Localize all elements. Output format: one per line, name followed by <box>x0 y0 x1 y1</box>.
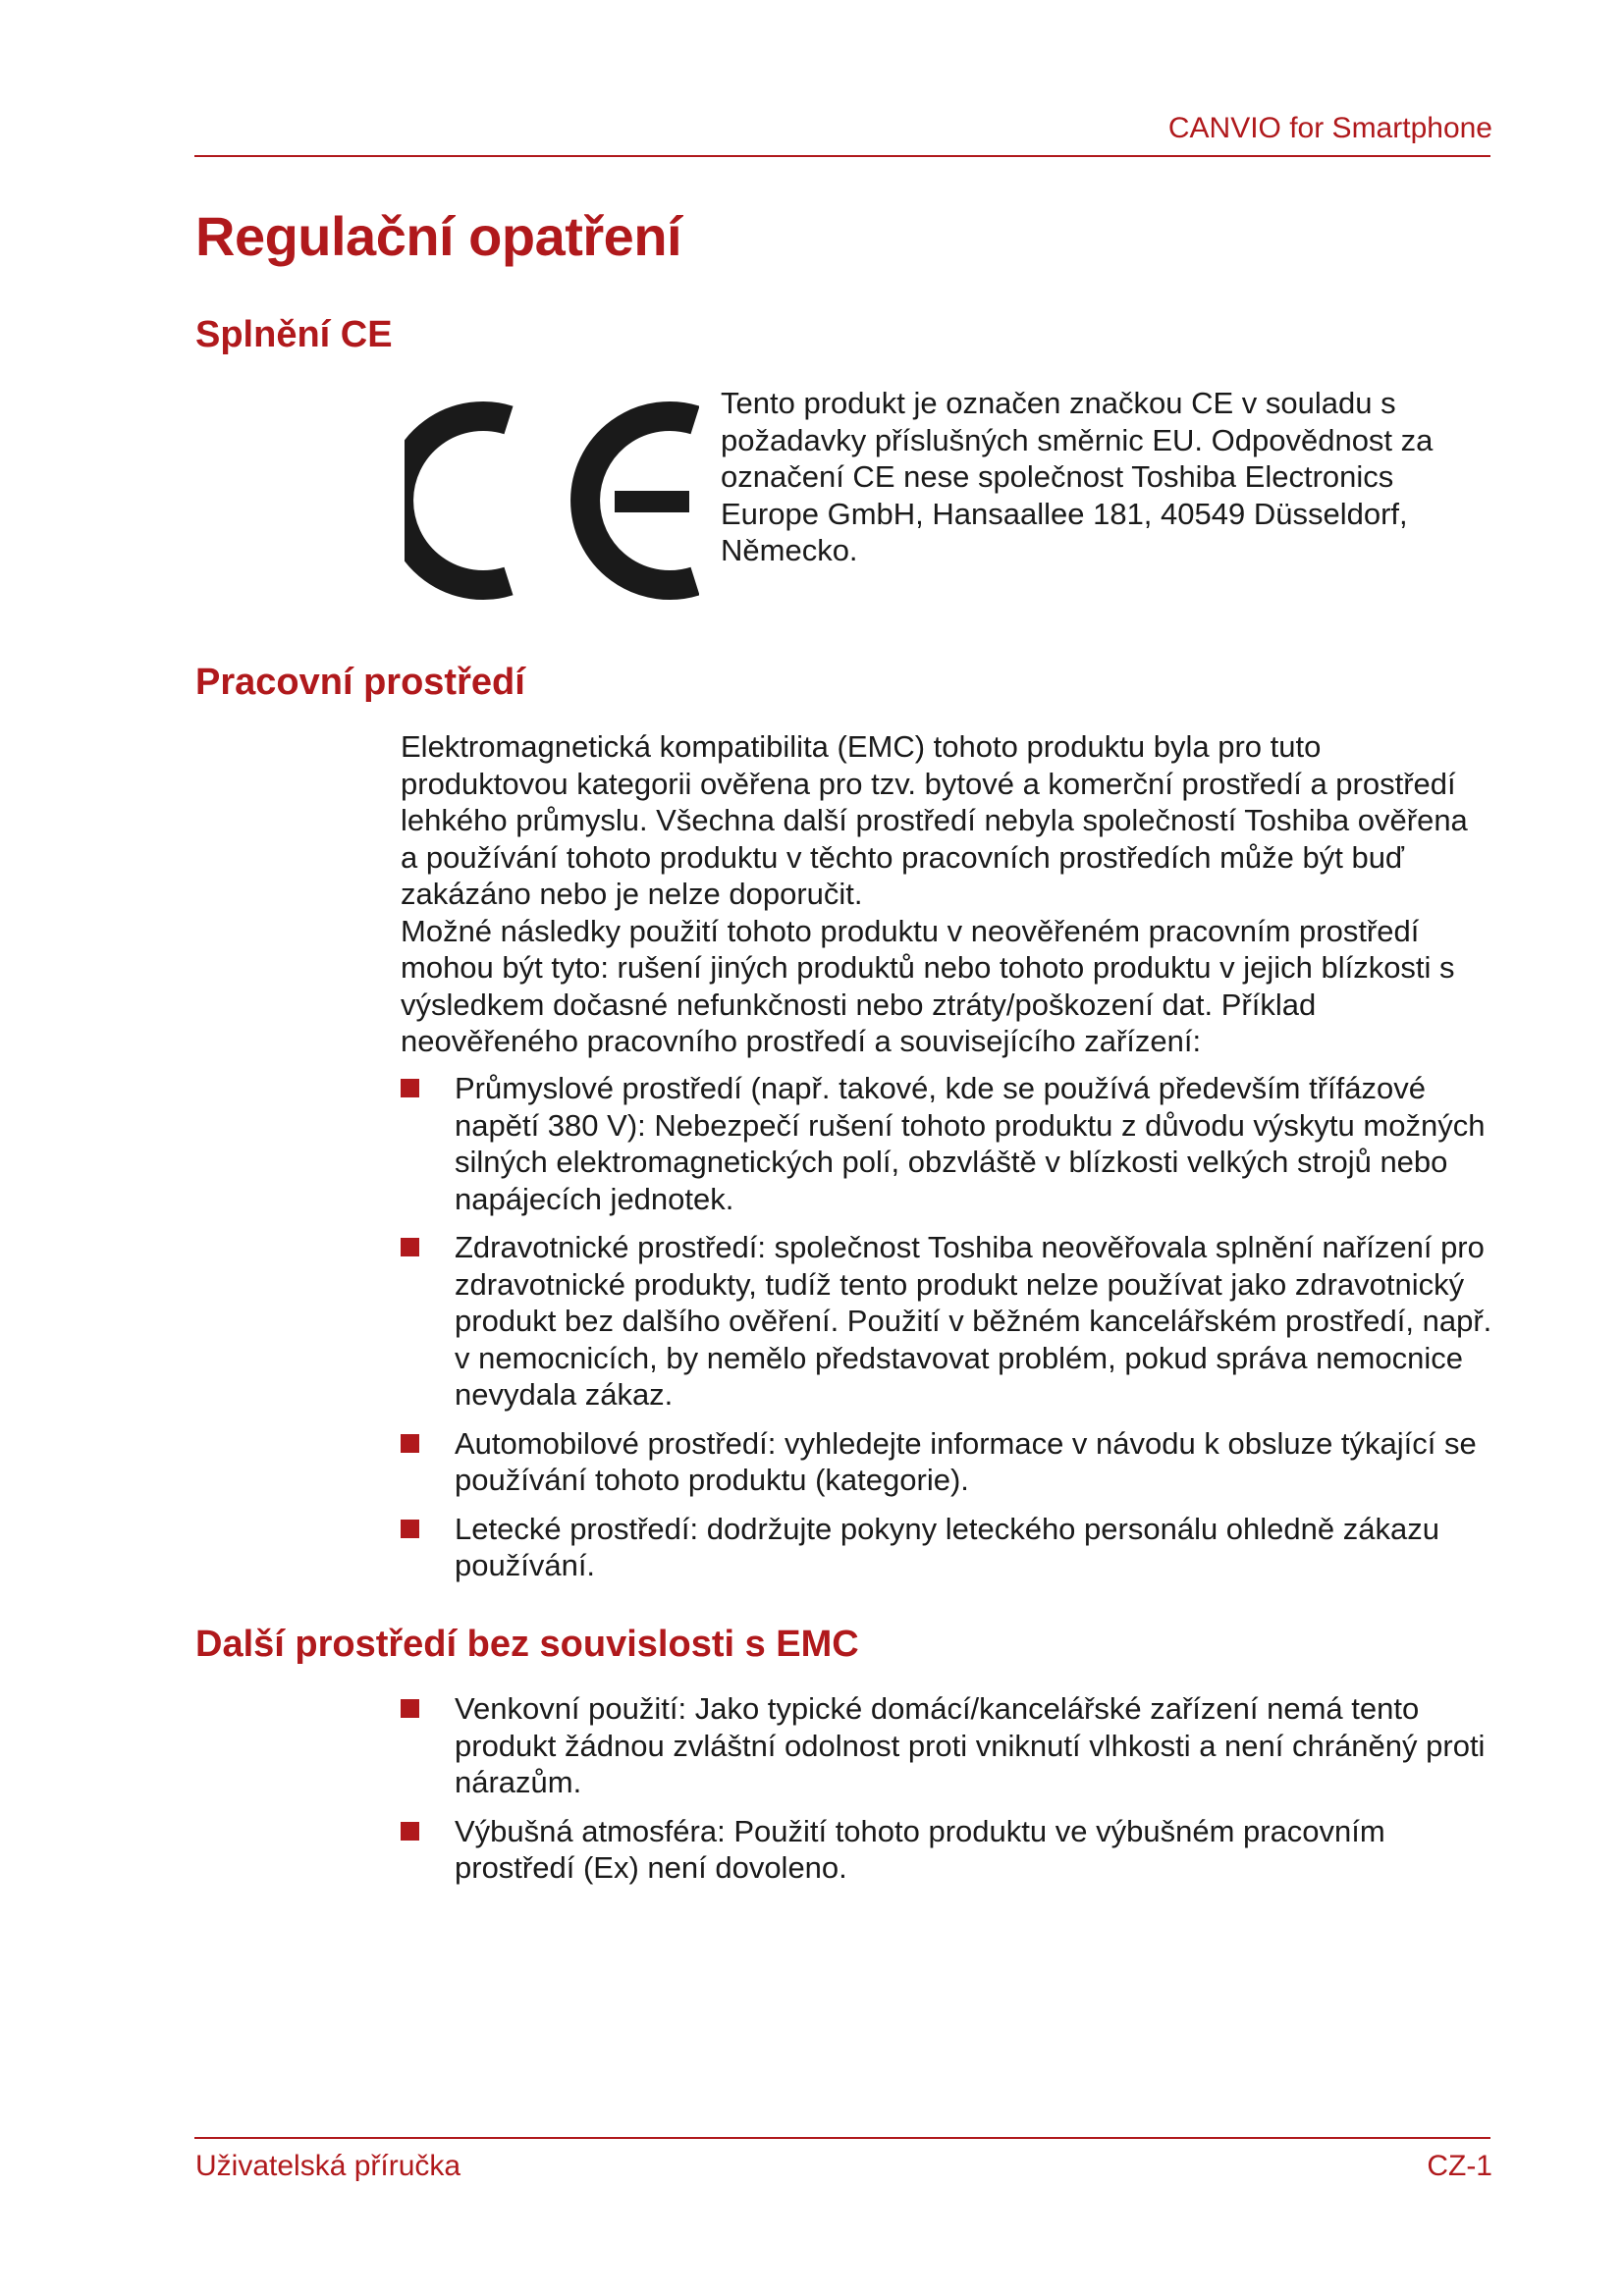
bullet-square-icon <box>401 1699 419 1718</box>
bullet-square-icon <box>401 1434 419 1453</box>
work-paragraph: Elektromagnetická kompatibilita (EMC) tohoto produktu byla pro tuto produktovou kategorii ověřena pro tzv. bytové a komerční prostředí a prostředí lehkého průmyslu. Všechna další prostředí nebyla společností Toshiba ověřena a používání tohoto produktu v těchto pracovních prostředích může být buď zakázáno nebo je nelze doporučit. <box>401 729 1468 911</box>
non-emc-environment-list <box>401 1690 1492 1898</box>
bullet-square-icon <box>401 1238 419 1256</box>
page-title: Regulační opatření <box>195 205 682 267</box>
section-heading-work-environment: Pracovní prostředí <box>195 662 525 703</box>
list-item <box>401 1425 1492 1499</box>
list-item-text: Automobilové prostředí: vyhledejte informace v návodu k obsluze týkající se používání tohoto produktu (kategorie). <box>455 1425 1477 1497</box>
bullet-square-icon <box>401 1520 419 1538</box>
bullet-square-icon <box>401 1079 419 1097</box>
list-item <box>401 1511 1492 1584</box>
header-product-name: CANVIO for Smartphone <box>1167 112 1492 144</box>
list-item <box>401 1229 1492 1414</box>
ce-mark-logo <box>405 393 699 609</box>
footer-divider <box>194 2137 1490 2139</box>
list-item <box>401 1690 1492 1801</box>
section-heading-ce: Splnění CE <box>195 314 393 355</box>
bullet-square-icon <box>401 1822 419 1841</box>
work-paragraph: Možné následky použití tohoto produktu v neověřeném pracovním prostředí mohou být tyto: rušení jiných produktů nebo tohoto produktu v jejich blízkosti s výsledkem dočasné nefunkčnosti nebo ztráty/poškození dat. Příklad neověřeného pracovního prostředí a souvisejícího zařízení: <box>401 913 1455 1058</box>
list-item-text: Zdravotnické prostředí: společnost Toshiba neověřovala splnění nařízení pro zdravotnické produkty, tudíž tento produkt nelze používat jako zdravotnický produkt bez dalšího ověření. Použití v běžném kancelářském prostředí, např. v nemocnicích, by nemělo představovat problém, pokud správa nemocnice nevydala zákaz. <box>455 1230 1492 1412</box>
section-heading-non-emc: Další prostředí bez souvislosti s EMC <box>195 1624 859 1665</box>
ce-compliance-text: Tento produkt je označen značkou CE v souladu s požadavky příslušných směrnic EU. Odpovědnost za označení CE nese společnost Toshiba Electronics Europe GmbH, Hansaallee 181, 40549 Düsseldorf, Německo. <box>721 386 1434 567</box>
work-environment-text <box>401 728 1490 1060</box>
list-item <box>401 1070 1492 1217</box>
list-item <box>401 1813 1492 1887</box>
footer-manual-title: Uživatelská příručka <box>195 2150 461 2182</box>
list-item-text: Venkovní použití: Jako typické domácí/kancelářské zařízení nemá tento produkt žádnou zvláštní odolnost proti vniknutí vlhkosti a není chráněný proti nárazům. <box>455 1691 1486 1799</box>
work-environment-list <box>401 1070 1492 1596</box>
list-item-text: Letecké prostředí: dodržujte pokyny leteckého personálu ohledně zákazu používání. <box>455 1511 1439 1582</box>
footer-page-number: CZ-1 <box>1427 2150 1492 2182</box>
list-item-text: Průmyslové prostředí (např. takové, kde se používá především třífázové napětí 380 V): Nebezpečí rušení tohoto produktu z důvodu výskytu možných silných elektromagnetických polí, obzvláště v blízkosti velkých strojů nebo napájecích jednotek. <box>455 1071 1486 1216</box>
header-divider <box>194 155 1490 157</box>
list-item-text: Výbušná atmosféra: Použití tohoto produktu ve výbušném pracovním prostředí (Ex) není dovoleno. <box>455 1813 1385 1885</box>
